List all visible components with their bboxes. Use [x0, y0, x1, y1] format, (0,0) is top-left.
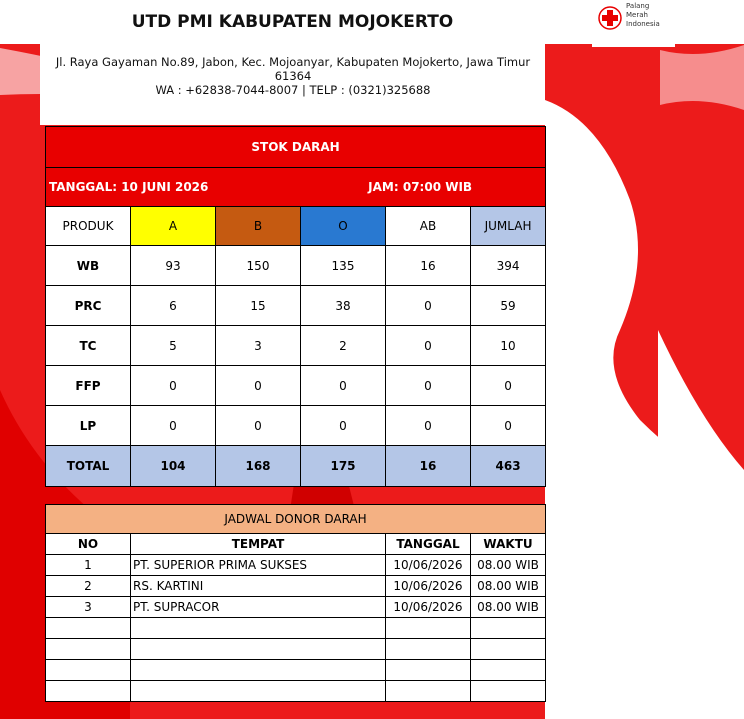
total-cell: 104 — [131, 446, 216, 487]
table-cell: 0 — [301, 366, 386, 406]
table-cell — [131, 660, 386, 681]
table-cell: 394 — [471, 246, 546, 286]
table-row — [46, 576, 546, 597]
logo-text: Palang Merah Indonesia — [626, 2, 660, 28]
table-cell — [386, 660, 471, 681]
table-cell: 1 — [46, 555, 131, 576]
total-cell: 175 — [301, 446, 386, 487]
table-cell: 10/06/2026 — [386, 576, 471, 597]
table-cell: 10 — [471, 326, 546, 366]
jadwal-col-1: TEMPAT — [131, 534, 386, 555]
table-cell: 0 — [386, 286, 471, 326]
table-cell: 2 — [301, 326, 386, 366]
jadwal-col-3: WAKTU — [471, 534, 546, 555]
total-cell: 463 — [471, 446, 546, 487]
table-cell: 08.00 WIB — [471, 576, 546, 597]
table-cell — [386, 681, 471, 702]
table-row — [46, 555, 546, 576]
table-cell: 3 — [46, 597, 131, 618]
table-cell: 0 — [386, 406, 471, 446]
stok-title: STOK DARAH — [46, 127, 546, 168]
table-cell — [471, 660, 546, 681]
table-cell: 08.00 WIB — [471, 597, 546, 618]
table-cell — [46, 681, 131, 702]
table-cell: 0 — [131, 406, 216, 446]
stok-col-4: AB — [386, 207, 471, 246]
table-cell: 150 — [216, 246, 301, 286]
table-cell: 38 — [301, 286, 386, 326]
table-cell: 0 — [131, 366, 216, 406]
table-cell: 0 — [471, 406, 546, 446]
table-row — [46, 406, 546, 446]
table-cell: 0 — [216, 366, 301, 406]
table-cell: 93 — [131, 246, 216, 286]
table-cell — [131, 618, 386, 639]
table-row — [46, 286, 546, 326]
table-cell: WB — [46, 246, 131, 286]
total-cell: 168 — [216, 446, 301, 487]
table-cell: 5 — [131, 326, 216, 366]
jadwal-col-0: NO — [46, 534, 131, 555]
table-cell — [471, 681, 546, 702]
stok-darah-table — [45, 126, 546, 487]
document-header — [40, 0, 545, 125]
pmi-logo — [592, 0, 675, 47]
table-cell — [46, 660, 131, 681]
table-cell — [386, 639, 471, 660]
address-block — [48, 55, 538, 97]
table-cell: 16 — [386, 246, 471, 286]
address-line: Jl. Raya Gayaman No.89, Jabon, Kec. Mojoanyar, Kabupaten Mojokerto, Jawa Timur — [55, 55, 531, 69]
stok-col-0: PRODUK — [46, 207, 131, 246]
table-cell: 0 — [216, 406, 301, 446]
table-cell — [471, 639, 546, 660]
stok-col-2: B — [216, 207, 301, 246]
table-row — [46, 681, 546, 702]
contact-line: WA : +62838-7044-8007 | TELP : (0321)325688 — [155, 83, 431, 97]
stok-col-1: A — [131, 207, 216, 246]
stok-col-5: JUMLAH — [471, 207, 546, 246]
table-row — [46, 366, 546, 406]
stok-header-row — [46, 207, 546, 246]
table-cell: 135 — [301, 246, 386, 286]
table-cell: 59 — [471, 286, 546, 326]
table-cell: TC — [46, 326, 131, 366]
stok-datetime — [46, 168, 546, 207]
table-cell — [131, 681, 386, 702]
table-row — [46, 639, 546, 660]
total-cell: 16 — [386, 446, 471, 487]
stok-time: JAM: 07:00 WIB — [368, 180, 473, 194]
jadwal-header-row — [46, 534, 546, 555]
page-title: UTD PMI KABUPATEN MOJOKERTO — [131, 12, 454, 32]
red-cross-icon — [598, 6, 622, 30]
table-cell: 0 — [386, 326, 471, 366]
table-cell — [46, 618, 131, 639]
table-cell: FFP — [46, 366, 131, 406]
table-row — [46, 597, 546, 618]
total-cell: TOTAL — [46, 446, 131, 487]
table-cell: 15 — [216, 286, 301, 326]
jadwal-col-2: TANGGAL — [386, 534, 471, 555]
jadwal-title: JADWAL DONOR DARAH — [46, 505, 546, 534]
table-cell: 0 — [386, 366, 471, 406]
table-cell: PT. SUPRACOR — [131, 597, 386, 618]
table-cell: LP — [46, 406, 131, 446]
jadwal-donor-table — [45, 504, 546, 702]
white-panel — [602, 660, 744, 702]
table-cell — [46, 639, 131, 660]
table-cell — [386, 618, 471, 639]
table-cell: RS. KARTINI — [131, 576, 386, 597]
table-row — [46, 326, 546, 366]
table-cell — [471, 618, 546, 639]
table-cell: 2 — [46, 576, 131, 597]
table-cell: 0 — [301, 406, 386, 446]
stok-total-row — [46, 446, 546, 487]
table-row — [46, 618, 546, 639]
table-cell: PRC — [46, 286, 131, 326]
table-cell: PT. SUPERIOR PRIMA SUKSES — [131, 555, 386, 576]
stok-date: TANGGAL: 10 JUNI 2026 — [49, 180, 209, 194]
table-cell: 6 — [131, 286, 216, 326]
table-cell: 10/06/2026 — [386, 597, 471, 618]
table-cell — [131, 639, 386, 660]
table-cell: 10/06/2026 — [386, 555, 471, 576]
table-cell: 08.00 WIB — [471, 555, 546, 576]
table-cell: 0 — [471, 366, 546, 406]
table-row — [46, 660, 546, 681]
stok-col-3: O — [301, 207, 386, 246]
postal-code: 61364 — [274, 69, 312, 83]
table-row — [46, 246, 546, 286]
table-cell: 3 — [216, 326, 301, 366]
